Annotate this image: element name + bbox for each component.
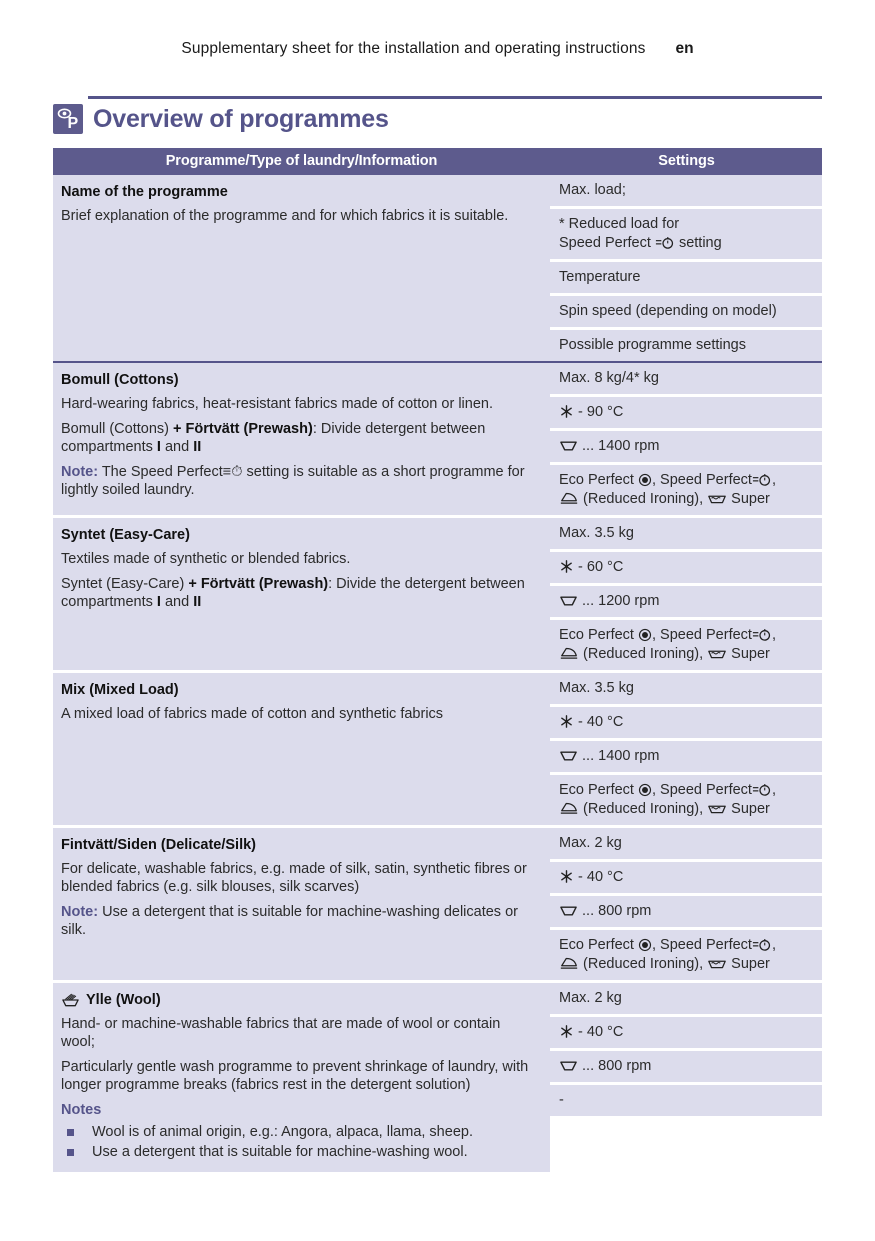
setting-row xyxy=(550,620,822,670)
setting-row xyxy=(550,296,822,327)
eco-perfect-icon xyxy=(638,938,652,952)
setting-line: Max. 3.5 kg xyxy=(559,525,634,541)
programme-name-text: Mix (Mixed Load) xyxy=(61,682,179,698)
setting-line: Eco Perfect , Speed Perfect , xyxy=(559,782,776,798)
setting-line: - xyxy=(559,1092,564,1108)
setting-line: - 90 °C xyxy=(559,403,814,422)
setting-row xyxy=(550,586,822,617)
setting-line: Max. 3.5 kg xyxy=(559,680,634,696)
programme-description: Textiles made of synthetic or blended fabrics. xyxy=(61,551,351,567)
programme-cell xyxy=(53,673,550,825)
settings-cell xyxy=(550,175,822,361)
programme-description: Brief explanation of the programme and for which fabrics it is suitable. xyxy=(61,208,509,224)
reduced-ironing-icon xyxy=(559,955,579,971)
programme-cell xyxy=(53,175,550,361)
setting-line: Max. load; xyxy=(559,182,626,198)
programme-overview-icon xyxy=(53,104,83,134)
snowflake-icon xyxy=(559,404,574,419)
setting-row xyxy=(550,983,822,1014)
eco-perfect-icon xyxy=(638,628,652,642)
programme-description: Hand- or machine-washable fabrics that are made of wool or contain wool; xyxy=(61,1016,501,1050)
setting-row xyxy=(550,397,822,428)
setting-row xyxy=(550,1085,822,1116)
notes-heading: Notes xyxy=(61,1102,102,1118)
setting-line: ... 1400 rpm xyxy=(559,747,814,766)
setting-line: Max. 8 kg/4* kg xyxy=(559,370,659,386)
snowflake-icon xyxy=(559,559,574,574)
table-row xyxy=(53,983,822,1172)
svg-text:P: P xyxy=(67,115,79,132)
setting-row xyxy=(550,828,822,859)
setting-row xyxy=(550,262,822,293)
reduced-ironing-icon xyxy=(559,800,579,816)
setting-line: Eco Perfect , Speed Perfect , xyxy=(559,937,776,953)
setting-line: - 60 °C xyxy=(559,558,814,577)
column-header-programme: Programme/Type of laundry/Information xyxy=(53,148,550,175)
setting-line: ... 1200 rpm xyxy=(559,592,814,611)
programme-name-text: Ylle (Wool) xyxy=(86,992,161,1008)
programme-description: A mixed load of fabrics made of cotton and synthetic fabrics xyxy=(61,706,444,722)
super-rinse-icon xyxy=(707,802,727,816)
setting-row xyxy=(550,175,822,206)
setting-row xyxy=(550,862,822,893)
note-label: Note: xyxy=(61,904,99,920)
table-row xyxy=(53,363,822,515)
spin-tub-icon xyxy=(559,1059,578,1073)
programme-name xyxy=(61,991,538,1009)
programme-name xyxy=(61,681,538,699)
setting-line: Max. 2 kg xyxy=(559,835,622,851)
table-header-row xyxy=(53,148,822,175)
snowflake-icon xyxy=(559,714,574,729)
settings-cell xyxy=(550,363,822,515)
setting-line: (Reduced Ironing), Super xyxy=(559,490,814,509)
programme-name-text: Fintvätt/Siden (Delicate/Silk) xyxy=(61,837,256,853)
list-item: Wool is of animal origin, e.g.: Angora, alpaca, llama, sheep. xyxy=(61,1122,538,1142)
title-rule xyxy=(88,96,822,99)
setting-row xyxy=(550,465,822,515)
running-header xyxy=(0,40,875,58)
table-row xyxy=(53,175,822,361)
programme-description: Particularly gentle wash programme to prevent shrinkage of laundry, with longer programme breaks (fabrics rest in the detergent solution) xyxy=(61,1059,529,1093)
settings-cell xyxy=(550,983,822,1172)
setting-line: (Reduced Ironing), Super xyxy=(559,800,814,819)
programme-name xyxy=(61,836,538,854)
notes-list xyxy=(61,1122,538,1162)
table-row xyxy=(53,828,822,980)
setting-row xyxy=(550,896,822,927)
settings-cell xyxy=(550,828,822,980)
programme-name xyxy=(61,183,538,201)
setting-row xyxy=(550,1051,822,1082)
spin-tub-icon xyxy=(559,904,578,918)
hand-wash-icon xyxy=(61,992,80,1008)
setting-line: Temperature xyxy=(559,269,641,285)
super-rinse-icon xyxy=(707,647,727,661)
programmes-table xyxy=(53,148,822,1172)
programme-cell xyxy=(53,518,550,670)
programme-cell xyxy=(53,363,550,515)
table-body xyxy=(53,175,822,1172)
programme-name xyxy=(61,526,538,544)
speed-perfect-icon xyxy=(655,235,675,250)
setting-row xyxy=(550,673,822,704)
setting-line: Spin speed (depending on model) xyxy=(559,303,777,319)
speed-perfect-icon xyxy=(752,782,772,797)
programme-cell xyxy=(53,828,550,980)
note-label: Note: xyxy=(61,464,99,480)
spin-tub-icon xyxy=(559,594,578,608)
column-header-settings: Settings xyxy=(550,148,822,175)
setting-line: ... 800 rpm xyxy=(559,902,814,921)
snowflake-icon xyxy=(559,1024,574,1039)
setting-row xyxy=(550,363,822,394)
spin-tub-icon xyxy=(559,439,578,453)
setting-line: Eco Perfect , Speed Perfect , xyxy=(559,472,776,488)
reduced-ironing-icon xyxy=(559,490,579,506)
super-rinse-icon xyxy=(707,492,727,506)
programme-description: For delicate, washable fabrics, e.g. made of silk, satin, synthetic fibres or blended fabrics (e.g. silk blouses, silk scarves) xyxy=(61,861,527,895)
setting-row xyxy=(550,431,822,462)
setting-row xyxy=(550,741,822,772)
running-header-title: Supplementary sheet for the installation and operating instructions xyxy=(181,40,646,57)
spin-tub-icon xyxy=(559,749,578,763)
eco-perfect-icon xyxy=(638,473,652,487)
programme-note: Note: The Speed Perfect≡⏱ setting is suitable as a short programme for lightly soiled laundry. xyxy=(61,464,525,498)
programme-description: Hard-wearing fabrics, heat-resistant fabrics made of cotton or linen. xyxy=(61,396,493,412)
setting-row xyxy=(550,707,822,738)
setting-line: ... 800 rpm xyxy=(559,1057,814,1076)
list-item: Use a detergent that is suitable for machine-washing wool. xyxy=(61,1142,538,1162)
programme-name-text: Name of the programme xyxy=(61,184,228,200)
programme-name xyxy=(61,371,538,389)
snowflake-icon xyxy=(559,869,574,884)
setting-line: (Reduced Ironing), Super xyxy=(559,645,814,664)
programme-name-text: Bomull (Cottons) xyxy=(61,372,179,388)
speed-perfect-icon xyxy=(752,472,772,487)
setting-line: - 40 °C xyxy=(559,713,814,732)
speed-perfect-icon xyxy=(752,627,772,642)
setting-line: (Reduced Ironing), Super xyxy=(559,955,814,974)
prewash-instruction: Syntet (Easy-Care) + Förtvätt (Prewash): Divide the detergent between compartments I and II xyxy=(61,576,525,610)
speed-perfect-icon xyxy=(752,937,772,952)
setting-line: ... 1400 rpm xyxy=(559,437,814,456)
setting-row xyxy=(550,775,822,825)
super-rinse-icon xyxy=(707,957,727,971)
settings-cell xyxy=(550,673,822,825)
table-row xyxy=(53,673,822,825)
chapter-title: Overview of programmes xyxy=(93,105,389,133)
programme-note: Note: Use a detergent that is suitable for machine-washing delicates or silk. xyxy=(61,904,518,938)
setting-line: - 40 °C xyxy=(559,868,814,887)
setting-line: * Reduced load for xyxy=(559,216,680,232)
setting-line: Max. 2 kg xyxy=(559,990,622,1006)
setting-row xyxy=(550,209,822,259)
setting-line: Speed Perfect setting xyxy=(559,235,722,251)
reduced-ironing-icon xyxy=(559,645,579,661)
chapter-header xyxy=(53,100,823,134)
language-indicator: en xyxy=(675,40,694,57)
setting-row xyxy=(550,552,822,583)
setting-row xyxy=(550,1017,822,1048)
eco-perfect-icon xyxy=(638,783,652,797)
setting-row xyxy=(550,518,822,549)
programme-name-text: Syntet (Easy-Care) xyxy=(61,527,190,543)
setting-line: Eco Perfect , Speed Perfect , xyxy=(559,627,776,643)
table-row xyxy=(53,518,822,670)
programme-cell xyxy=(53,983,550,1172)
setting-row xyxy=(550,330,822,361)
setting-line: Possible programme settings xyxy=(559,337,746,353)
setting-row xyxy=(550,930,822,980)
settings-cell xyxy=(550,518,822,670)
prewash-instruction: Bomull (Cottons) + Förtvätt (Prewash): Divide detergent between compartments I and II xyxy=(61,421,486,455)
setting-line: - 40 °C xyxy=(559,1023,814,1042)
